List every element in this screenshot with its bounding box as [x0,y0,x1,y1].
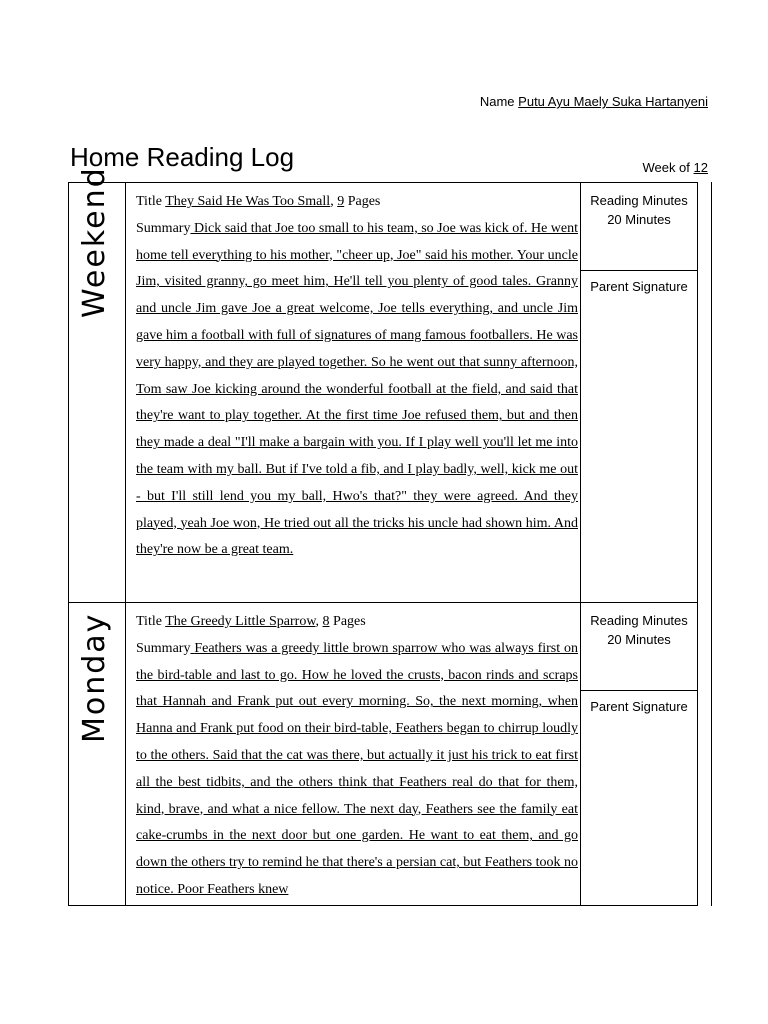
parent-signature-label: Parent Signature [590,699,688,714]
pages-label: Pages [347,194,381,209]
summary-text: Feathers was a greedy little brown sparrow who was always first on the bird-table and last to go. How he loved the crusts, bacon rinds and scraps that Hannah and Frank put out every morning. So, the next morning, when Hanna and Frank put food on their bird-table, Feathers began to chirrup loudly to the others. Said that the cat was there, but actually it just his trick to eat first all the best tidbits, and the others think that Feathers real do that for them, kind, brave, and what a nice fellow. The next day, Feathers see the family eat cake-crumbs in the next door but one garden. He want to eat them, and go down the others try to remind he that there's a persian cat, but Feathers took no notice. Poor Feathers knew [136,640,578,897]
reading-minutes-box [581,183,697,271]
summary-block [136,216,578,564]
page-title: Home Reading Log [70,142,295,172]
page-count: 9 [337,194,345,209]
book-title: They Said He Was Too Small [165,194,331,209]
pages-label: Pages [333,614,366,629]
reading-minutes-value: 20 Minutes [607,212,671,227]
name-line [480,94,708,109]
parent-signature-box[interactable] [581,279,697,294]
title-label: Title [136,614,162,629]
title-line: Title The Greedy Little Sparrow, 8 Pages [136,614,366,629]
summary-label: Summary [136,220,191,236]
reading-minutes-label: Reading Minutes [590,613,688,628]
summary-text: Dick said that Joe too small to his team, so Joe was kick of. He went home tell everything to his mother, "cheer up, Joe" said his mother. Your uncle Jim, visited granny, go meet him, He'll tell you plenty of good tales. Granny and uncle Jim gave Joe a great welcome, Joe tells everything, and uncle Jim gave him a football with full of signatures of mang famous footballers. He was very happy, and they are played together. So he went out that sunny afternoon, Tom saw Joe kicking around the wonderful football at the field, and said that they're want to play together. At the first time Joe refused them, but and then they made a deal "I'll make a bargain with you. If I play well you'll let me into the team with my ball. But if I've told a fib, and I play badly, well, kick me out - but I'll still lend you my ball, Hwo's that?" they were agreed. And they played, yeah Joe won, He tried out all the tricks his uncle had shown him. And they're now be a great team. [136,220,579,558]
reading-minutes-value: 20 Minutes [607,632,671,647]
day-column [69,166,126,602]
side-column [580,603,697,905]
day-column [69,603,126,905]
student-name: Putu Ayu Maely Suka Hartanyeni [518,94,708,109]
book-title: The Greedy Little Sparrow [165,614,316,629]
title-label: Title [136,194,162,209]
side-column [580,183,697,602]
week-number: 12 [693,160,708,175]
entry-content [136,189,578,564]
title-line: Title They Said He Was Too Small, 9 Pages [136,194,381,209]
log-entry-monday [68,603,698,906]
parent-signature-box[interactable] [581,699,697,714]
entry-content [136,609,578,904]
parent-signature-label: Parent Signature [590,279,688,294]
summary-label: Summary [136,640,191,656]
name-label: Name [479,94,515,109]
page-edge-line [711,182,712,906]
page-count: 8 [322,614,330,629]
week-line [642,160,708,175]
reading-minutes-box [581,603,697,691]
week-label: Week of [642,160,690,175]
day-label: Monday [77,612,112,743]
reading-minutes-label: Reading Minutes [590,193,688,208]
day-label: Weekend [77,166,112,318]
summary-block [136,636,578,904]
